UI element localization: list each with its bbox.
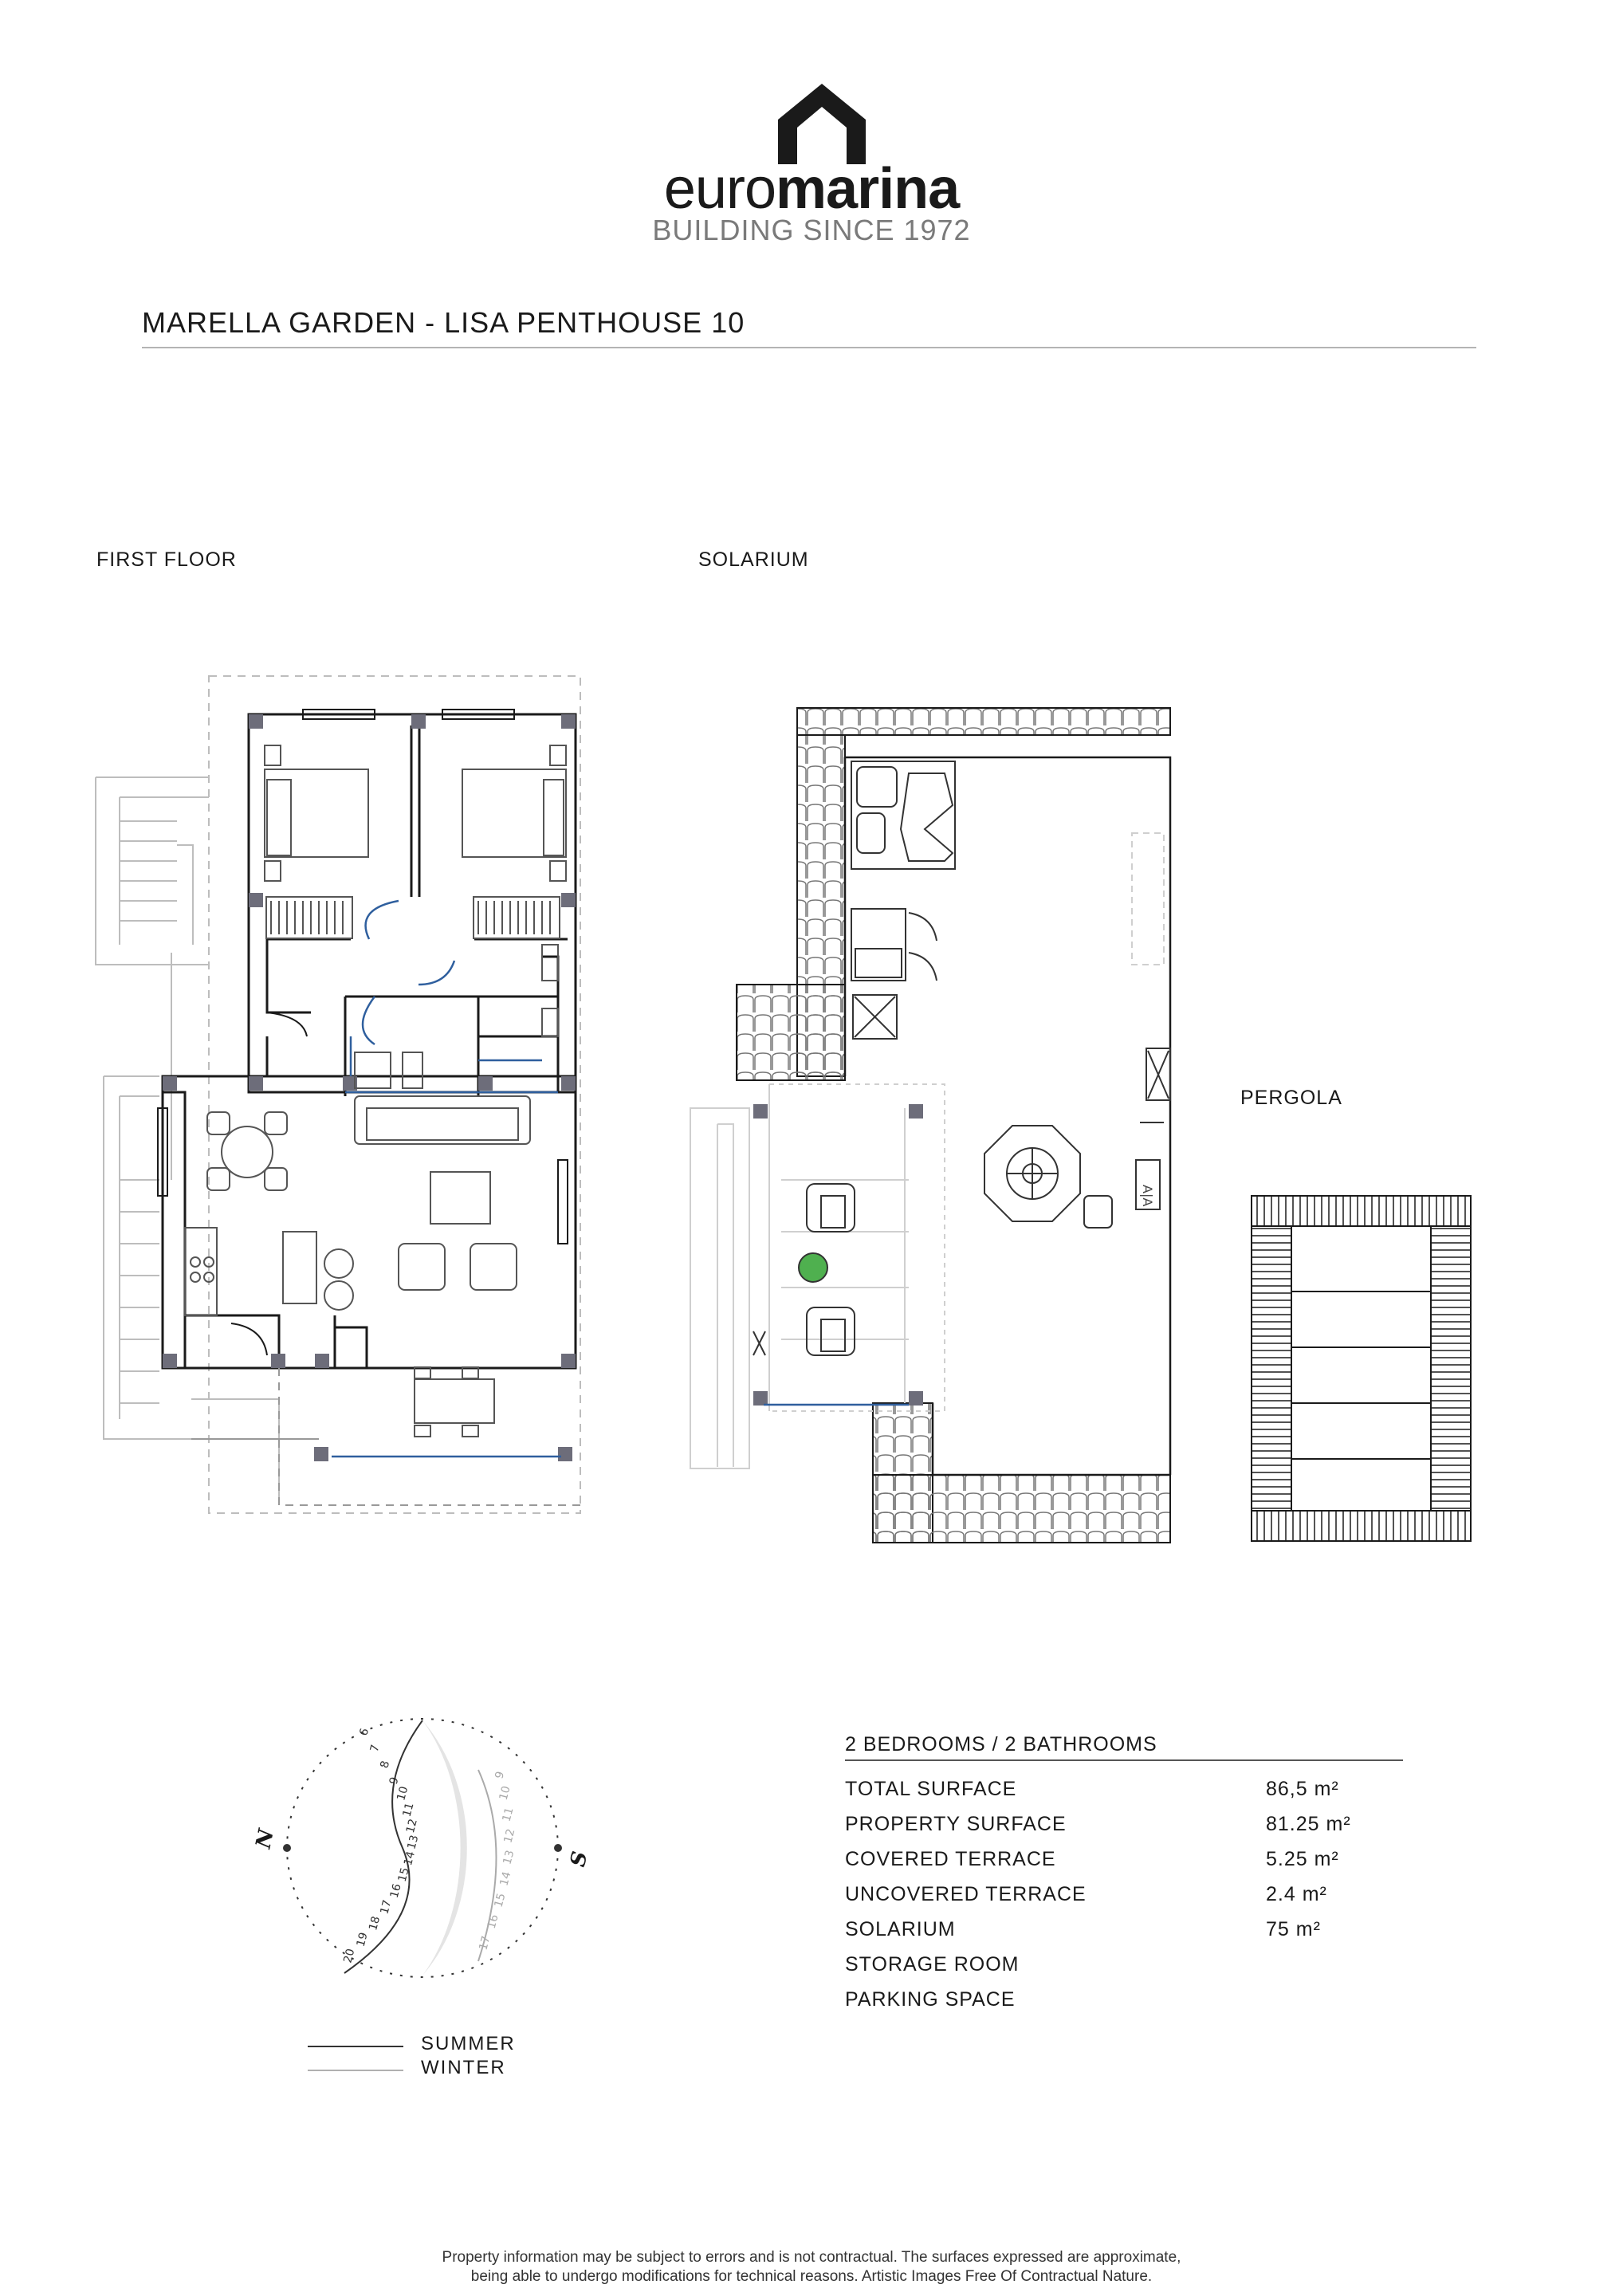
summer-hour-label: 8 <box>378 1759 393 1770</box>
summer-hour-label: 16 <box>387 1882 404 1900</box>
spec-row <box>845 1988 1419 2020</box>
winter-hour-label: 10 <box>497 1784 513 1802</box>
section-aa-marker: A|A <box>1140 1185 1155 1207</box>
spec-row <box>845 1883 1419 1915</box>
spec-row <box>845 1778 1419 1810</box>
summer-hour-label: 18 <box>367 1914 383 1932</box>
spec-label: PROPERTY SURFACE <box>845 1813 1067 1835</box>
spec-label: COVERED TERRACE <box>845 1848 1056 1870</box>
winter-hour-label: 13 <box>501 1849 517 1866</box>
solarium-label: SOLARIUM <box>698 548 809 571</box>
winter-hour-label: 16 <box>485 1913 501 1931</box>
south-label: S <box>566 1849 593 1869</box>
spec-row <box>845 1848 1419 1880</box>
summer-hour-label: 14 <box>402 1850 419 1867</box>
brand-name-bold: marina <box>776 157 960 221</box>
summer-legend-line <box>308 2046 403 2047</box>
first-floor-label: FIRST FLOOR <box>96 548 237 571</box>
spec-value: 2.4 m² <box>1266 1883 1327 1905</box>
summer-legend-label: SUMMER <box>421 2033 516 2054</box>
summer-hour-label: 12 <box>403 1817 420 1835</box>
pergola-label: PERGOLA <box>1240 1087 1342 1109</box>
summer-hour-label: 13 <box>405 1834 422 1851</box>
brand-name-light: euro <box>663 157 776 221</box>
summer-hour-label: 15 <box>395 1866 412 1884</box>
brand-tagline: BUILDING SINCE 1972 <box>652 214 971 246</box>
summer-hour-label: 11 <box>400 1801 417 1818</box>
spec-label: SOLARIUM <box>845 1918 956 1940</box>
spec-label: TOTAL SURFACE <box>845 1778 1017 1800</box>
winter-hour-label: 12 <box>501 1827 518 1845</box>
disclaimer-line-1: Property information may be subject to errors and is not contractual. The surfaces expressed are approximate, <box>442 2249 1181 2266</box>
summer-hour-label: 17 <box>378 1898 395 1916</box>
summer-hour-label: 6 <box>357 1727 372 1738</box>
disclaimer-line-2: being able to undergo modifications for technical reasons. Artistic Images Free Of Contractual Nature. <box>470 2268 1153 2285</box>
spec-row <box>845 1953 1419 1985</box>
spec-label: PARKING SPACE <box>845 1988 1016 2011</box>
spec-value: 75 m² <box>1266 1918 1321 1940</box>
summer-hour-label: 19 <box>354 1931 371 1948</box>
north-label: N <box>251 1826 279 1851</box>
spec-row <box>845 1813 1419 1845</box>
winter-hour-label: 11 <box>500 1806 517 1823</box>
spec-label: STORAGE ROOM <box>845 1953 1020 1976</box>
winter-hour-label: 14 <box>497 1870 514 1888</box>
winter-legend-line <box>308 2070 403 2071</box>
page-title: MARELLA GARDEN - LISA PENTHOUSE 10 <box>142 306 745 339</box>
spec-value: 5.25 m² <box>1266 1848 1339 1870</box>
winter-legend-label: WINTER <box>421 2057 506 2078</box>
summer-hour-label: 20 <box>341 1947 358 1965</box>
spec-value: 81.25 m² <box>1266 1813 1351 1835</box>
winter-hour-label: 17 <box>477 1934 493 1952</box>
winter-hour-label: 9 <box>493 1770 508 1781</box>
summer-hour-label: 9 <box>387 1775 402 1787</box>
summer-hour-label: 10 <box>395 1785 411 1803</box>
specs-divider <box>845 1759 1403 1761</box>
specs-heading: 2 BEDROOMS / 2 BATHROOMS <box>845 1733 1157 1755</box>
spec-row <box>845 1918 1419 1950</box>
spec-value: 86,5 m² <box>1266 1778 1339 1800</box>
spec-label: UNCOVERED TERRACE <box>845 1883 1087 1905</box>
summer-hour-label: 7 <box>367 1743 383 1754</box>
winter-hour-label: 15 <box>492 1891 509 1909</box>
